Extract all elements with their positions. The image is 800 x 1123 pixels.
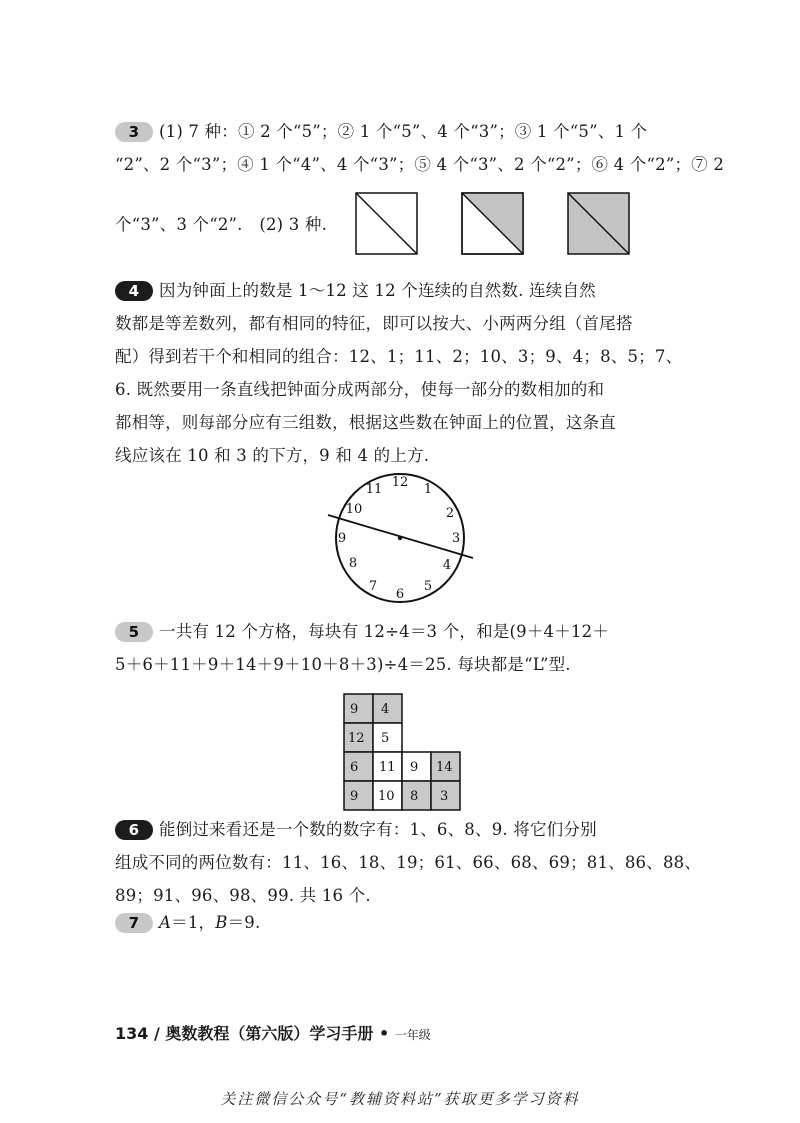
grid-cell-3-3: 3 xyxy=(440,789,449,804)
clock-number-9: 9 xyxy=(337,531,347,546)
number-grid xyxy=(343,693,461,811)
clock-number-12: 12 xyxy=(391,475,409,490)
clock-number-6: 6 xyxy=(395,587,405,602)
clock-number-8: 8 xyxy=(348,556,358,571)
q7-val-a: ＝1， xyxy=(171,913,216,932)
q5-line-1 xyxy=(115,622,609,642)
q7-val-b: ＝9. xyxy=(227,913,261,932)
q4-number-badge: 4 xyxy=(115,281,153,301)
clock-diagram xyxy=(318,466,482,610)
clock-number-1: 1 xyxy=(423,482,433,497)
q4-line-3: 配）得到若干个和相同的组合：12、1；11、2；10、3；9、4；8、5；7、 xyxy=(115,347,683,366)
q3-text-1: (1) 7 种：① 2 个“5”；② 1 个“5”、4 个“3”；③ 1 个“5”、1 个 xyxy=(159,122,648,141)
q4-text-1: 因为钟面上的数是 1～12 这 12 个连续的自然数. 连续自然 xyxy=(159,281,596,300)
q4-line-1 xyxy=(115,281,596,301)
q6-text-1: 能倒过来看还是一个数的数字有：1、6、8、9. 将它们分别 xyxy=(159,820,597,839)
q6-line-1 xyxy=(115,820,597,840)
clock-number-5: 5 xyxy=(423,579,433,594)
q7-line xyxy=(115,913,260,933)
grid-cell-3-0: 9 xyxy=(350,789,359,804)
clock-number-3: 3 xyxy=(451,531,461,546)
q6-line-3: 89；91、96、98、99. 共 16 个. xyxy=(115,886,371,905)
clock-number-2: 2 xyxy=(445,506,455,521)
square-diagram-1 xyxy=(355,192,418,255)
q6-number-badge: 6 xyxy=(115,820,153,840)
book-title: / 奥数教程（第六版）学习手册 • xyxy=(153,1024,390,1043)
grid-cell-0-1: 4 xyxy=(381,702,390,717)
grid-cell-2-0: 6 xyxy=(350,760,359,775)
q3-line-1 xyxy=(115,122,647,142)
q7-number-badge: 7 xyxy=(115,913,153,933)
grid-cell-1-0: 12 xyxy=(348,731,365,746)
grade-label: 一年级 xyxy=(394,1028,431,1042)
clock-number-10: 10 xyxy=(345,502,363,517)
grid-cell-3-1: 10 xyxy=(378,789,395,804)
q3-line-3: 个“3”、3 个“2”. (2) 3 种. xyxy=(115,215,328,234)
grid-cell-2-1: 11 xyxy=(379,760,396,775)
square-diagram-2 xyxy=(461,192,524,255)
page-footer xyxy=(115,1021,431,1044)
grid-cell-3-2: 8 xyxy=(410,789,419,804)
q4-line-6: 线应该在 10 和 3 的下方，9 和 4 的上方. xyxy=(115,446,430,465)
q3-number-badge: 3 xyxy=(115,122,153,142)
clock-number-7: 7 xyxy=(368,579,378,594)
page-number: 134 xyxy=(115,1024,149,1043)
q6-line-2: 组成不同的两位数有：11、16、18、19；61、66、68、69；81、86、88、 xyxy=(115,853,702,872)
q4-line-4: 6. 既然要用一条直线把钟面分成两部分，使每一部分的数相加的和 xyxy=(115,380,605,399)
grid-cell-0-0: 9 xyxy=(350,702,359,717)
q3-line-2: “2”、2 个“3”；④ 1 个“4”、4 个“3”；⑤ 4 个“3”、2 个“2”；⑥ 4 个“2”；⑦ 2 xyxy=(115,155,725,174)
clock-number-11: 11 xyxy=(365,482,383,497)
bottom-watermark-note: 关注微信公众号“教辅资料站”获取更多学习资料 xyxy=(220,1090,580,1108)
q5-number-badge: 5 xyxy=(115,622,153,642)
q5-line-2: 5＋6＋11＋9＋14＋9＋10＋8＋3)÷4＝25. 每块都是“L”型. xyxy=(115,655,571,674)
q7-var-a: A xyxy=(159,913,172,932)
q4-line-5: 都相等，则每部分应有三组数，根据这些数在钟面上的位置，这条直 xyxy=(115,413,616,432)
grid-cell-2-3: 14 xyxy=(436,760,453,775)
grid-cell-2-2: 9 xyxy=(410,760,419,775)
q4-line-2: 数都是等差数列，都有相同的特征，即可以按大、小两两分组（首尾搭 xyxy=(115,314,633,333)
clock-number-4: 4 xyxy=(442,558,452,573)
grid-cell-1-1: 5 xyxy=(381,731,390,746)
q5-text-1: 一共有 12 个方格，每块有 12÷4＝3 个，和是(9＋4＋12＋ xyxy=(159,622,610,641)
square-diagram-3 xyxy=(567,192,630,255)
q7-var-b: B xyxy=(215,913,228,932)
